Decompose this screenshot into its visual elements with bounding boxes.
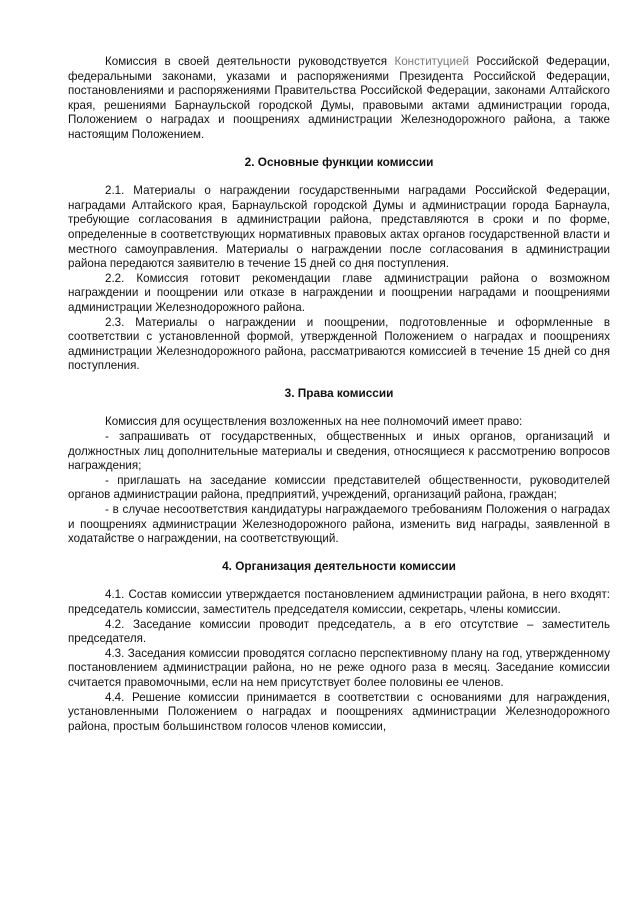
document-page bbox=[68, 55, 610, 734]
paragraph-2-1: 2.1. Материалы о награждении государственными наградами Российской Федерации, наградами Алтайского края, Барнаульской городской Думы и администрации города Барнаула, требующие согласования в администрации района, представляются в сроки и по форме, определенные в соответствующих нормативных правовых актах органов государственной власти и местного самоуправления. Материалы о награждении после согласования в администрации района передаются заявителю в течение 15 дней со дня поступления. bbox=[68, 184, 610, 271]
paragraph-2-3: 2.3. Материалы о награждении и поощрении, подготовленные и оформленные в соответствии с установленной формой, утвержденной Положением о наградах и поощрениях администрации Железнодорожного района, рассматриваются комиссией в течение 15 дней со дня поступления. bbox=[68, 315, 610, 373]
rights-item-request: - запрашивать от государственных, общественных и иных органов, организаций и должностных лиц дополнительные материалы и сведения, относящиеся к рассмотрению вопросов награждения; bbox=[68, 430, 610, 473]
section-heading-functions: 2. Основные функции комиссии bbox=[244, 154, 434, 169]
paragraph-4-4: 4.4. Решение комиссии принимается в соответствии с основаниями для награждения, установленными Положением о наградах и поощрениях администрации Железнодорожного района, простым большинством голосов членов комиссии, bbox=[68, 690, 610, 733]
rights-intro: Комиссия для осуществления возложенных на нее полномочий имеет право: bbox=[105, 415, 523, 429]
section-heading-organization: 4. Организация деятельности комиссии bbox=[222, 558, 456, 573]
rights-item-change-award: - в случае несоответствия кандидатуры награждаемого требованиям Положения о наградах и поощрениях администрации Железнодорожного района, изменить вид награды, заявленной в ходатайстве о награждении, на соответствующий. bbox=[68, 503, 610, 546]
paragraph-2-2: 2.2. Комиссия готовит рекомендации главе администрации района о возможном награждении и поощрении или отказе в награждении и поощрении наградами и поощрениями администрации Железнодорожного района. bbox=[68, 271, 610, 314]
intro-text-before: Комиссия в своей деятельности руководствуется bbox=[105, 55, 395, 68]
rights-item-invite: - приглашать на заседание комиссии представителей общественности, руководителей органов администрации района, предприятий, учреждений, организаций района, граждан; bbox=[68, 473, 610, 502]
paragraph-4-3: 4.3. Заседания комиссии проводятся согласно перспективному плану на год, утвержденному постановлением администрации района, но не реже одного раза в месяц. Заседание комиссии считается правомочными, если на нем присутствует более половины ее членов. bbox=[68, 646, 610, 689]
section-heading-rights: 3. Права комиссии bbox=[284, 385, 394, 400]
intro-text-after: Российской Федерации, федеральными законами, указами и распоряжениями Президента Российской Федерации, постановлениями и распоряжениями Правительства Российской Федерации, законами Алтайского края, решениями Барнаульской городской Думы, правовыми актами администрации города, Положением о наградах и поощрениях администрации Железнодорожного района, а также настоящим Положением. bbox=[68, 55, 610, 141]
constitution-link[interactable]: Конституцией bbox=[394, 55, 469, 68]
paragraph-4-1: 4.1. Состав комиссии утверждается постановлением администрации района, в него входят: председатель комиссии, заместитель председателя комиссии, секретарь, члены комиссии. bbox=[68, 588, 610, 616]
paragraph-4-2: 4.2. Заседание комиссии проводит председатель, а в его отсутствие – заместитель председателя. bbox=[68, 617, 610, 646]
intro-paragraph bbox=[68, 55, 610, 143]
